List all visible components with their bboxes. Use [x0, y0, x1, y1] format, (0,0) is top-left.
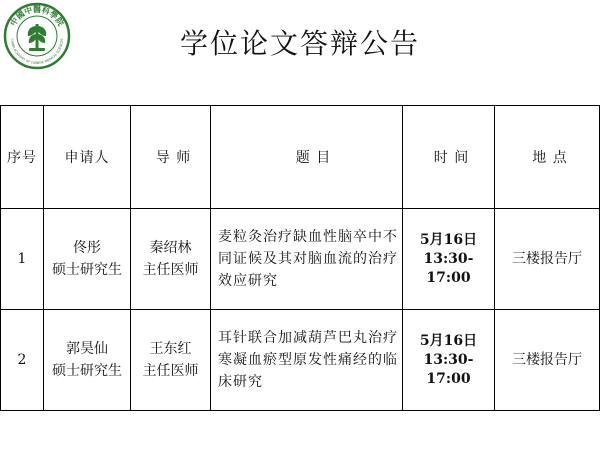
header-applicant: 申请人	[44, 106, 131, 209]
header-index: 序号	[1, 106, 44, 209]
table-row	[1, 310, 600, 411]
applicant-degree: 硕士研究生	[52, 363, 122, 379]
time-cell	[403, 209, 495, 310]
defense-time: 13:30-17:00	[423, 250, 474, 286]
applicant-cell	[44, 209, 131, 310]
thesis-topic: 麦粒灸治疗缺血性脑卒中不同证候及其对脑血流的治疗效应研究	[211, 209, 403, 310]
logo-subtext: CHINA ACADEMY OF CHINESE MEDICAL SCIENCES	[9, 38, 65, 66]
row-index: 1	[1, 209, 44, 310]
header-place: 地 点	[495, 106, 600, 209]
advisor-name: 王东红	[149, 341, 192, 357]
applicant-name: 郭昊仙	[66, 341, 108, 357]
defense-schedule-table	[0, 105, 600, 411]
applicant-name: 佟彤	[73, 240, 101, 256]
advisor-name: 秦绍林	[149, 240, 192, 256]
header-topic: 题 目	[211, 106, 403, 209]
defense-date: 5月16日	[419, 332, 478, 349]
defense-date: 5月16日	[419, 231, 478, 248]
header-time: 时 间	[403, 106, 495, 209]
page-title: 学位论文答辩公告	[179, 27, 420, 60]
advisor-cell	[131, 310, 211, 411]
applicant-cell	[44, 310, 131, 411]
defense-place: 三楼报告厅	[495, 310, 600, 411]
logo-text: 中國中醫科學院	[8, 5, 66, 28]
advisor-title: 主任医师	[142, 262, 199, 278]
advisor-title: 主任医师	[142, 363, 199, 379]
header-advisor: 导 师	[131, 106, 211, 209]
advisor-cell	[131, 209, 211, 310]
row-index: 2	[1, 310, 44, 411]
time-cell	[403, 310, 495, 411]
defense-time: 13:30-17:00	[423, 351, 474, 387]
table-header-row	[1, 106, 600, 209]
thesis-topic: 耳针联合加减葫芦巴丸治疗寒凝血瘀型原发性痛经的临床研究	[211, 310, 403, 411]
applicant-degree: 硕士研究生	[52, 262, 122, 278]
defense-place: 三楼报告厅	[495, 209, 600, 310]
table-row	[1, 209, 600, 310]
